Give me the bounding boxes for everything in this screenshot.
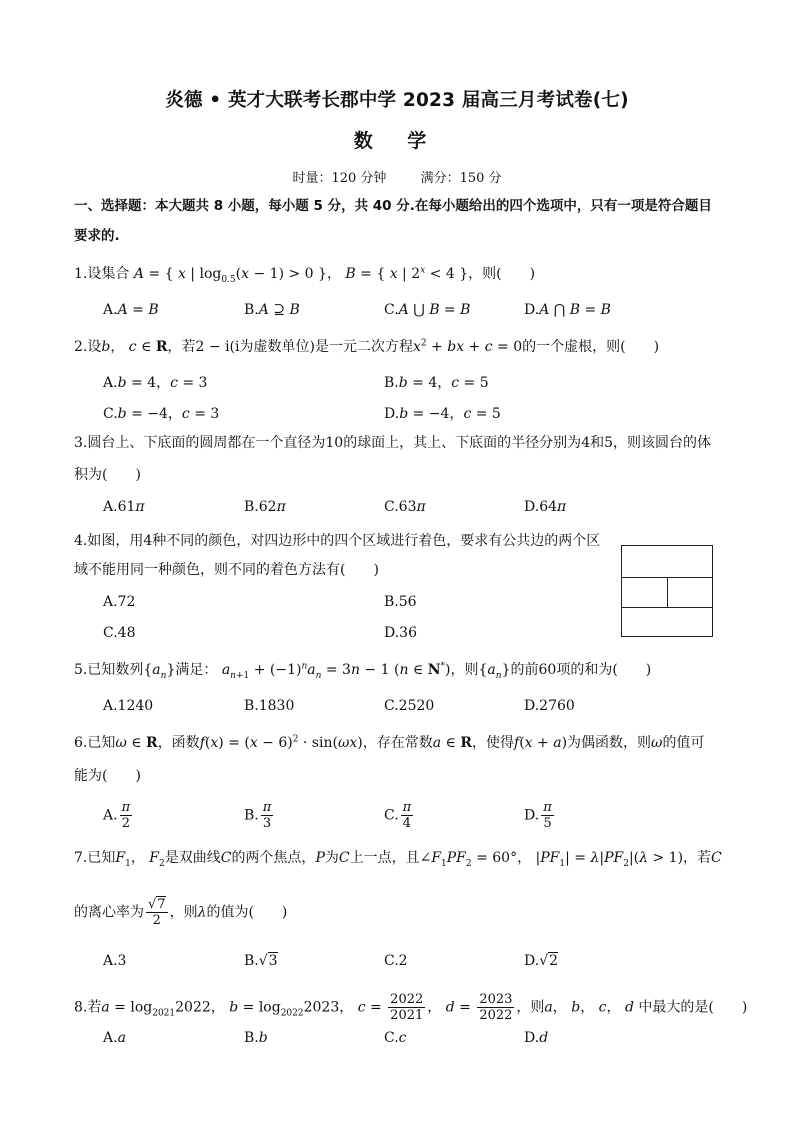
q2-option-c[interactable]: C.b = −4，c = 3 (103, 406, 220, 422)
q1-option-d[interactable]: D.A ⋂ B = B (524, 302, 611, 318)
q1-option-b[interactable]: B.A ⊇ B (244, 302, 300, 318)
q5-option-d[interactable]: D.2760 (524, 698, 575, 714)
question-6-line2: 能为( ) (74, 768, 141, 784)
question-6-line1: 6.已知ω ∈ R，函数$f(x) = (x - 6)^2 \cdot \sin(\omega x)$，存在常数a ∈ R，使得f(x + a)为偶函数，则ω的值可 (74, 734, 705, 751)
q3-option-c[interactable]: C.63π (384, 499, 426, 515)
q6-option-d[interactable]: D. $\frac{\pi}{5}$ (524, 800, 552, 831)
q4-option-c[interactable]: C.48 (103, 625, 136, 641)
q4-option-d[interactable]: D.36 (384, 625, 417, 641)
q7-option-b[interactable]: B.√3 (244, 953, 278, 969)
q8-option-d[interactable]: D.d (524, 1030, 549, 1046)
full-score: 满分：150 分 (420, 171, 502, 186)
q4-option-b[interactable]: B.56 (384, 594, 417, 610)
section-heading-line1: 一、选择题：本大题共 8 小题，每小题 5 分，共 40 分.在每小题给出的四个选项中，只有一项是符合题目 (74, 198, 712, 214)
question-5: 5.已知数列$\{a_n\}$满足： $a_{n+1} + (-1)^na_n = 3n - 1$ (n ∈ N*)，则$\{a_n\}$的前60项的和为( ) (74, 661, 652, 681)
question-7-line2: 的离心率为 $\frac{√7}{2}$ ，则λ的值为( ) (74, 897, 288, 928)
q2-option-d[interactable]: D.b = −4，c = 5 (384, 406, 501, 422)
question-7-line1: 7.已知$F_1$， $F_2$是双曲线C的两个焦点，P为C上一点，且$\angle F_1PF_2 = 60^\circ$， $|PF_1| = \lambda|PF_2|(\lambda > 1)$，若C (74, 850, 722, 869)
q3-option-d[interactable]: D.64π (524, 499, 567, 515)
section-heading-line2: 要求的. (74, 228, 120, 244)
q4-option-a[interactable]: A.72 (103, 594, 136, 610)
exam-title: 炎德 • 英才大联考长郡中学 2023 届高三月考试卷(七) (165, 90, 629, 111)
q7-option-d[interactable]: D.√2 (524, 953, 559, 969)
q6-option-a[interactable]: A. $\frac{\pi}{2}$ (103, 800, 131, 831)
q6-option-c[interactable]: C. $\frac{\pi}{4}$ (384, 800, 412, 831)
q3-option-a[interactable]: A.61π (103, 499, 145, 515)
question-4-line2: 域不能用同一种颜色，则不同的着色方法有( ) (74, 562, 379, 578)
q2-option-a[interactable]: A.b = 4，c = 3 (103, 375, 208, 391)
q7-option-c[interactable]: C.2 (384, 953, 408, 969)
q8-option-c[interactable]: C.c (384, 1030, 407, 1046)
time-limit: 时量：120 分钟 (292, 171, 387, 186)
q5-option-b[interactable]: B.1830 (244, 698, 295, 714)
question-2: 2.设b， c ∈ R，若2 − i(i为虚数单位)是一元二次方程$x^2$ + bx + c = 0的一个虚根，则( ) (74, 338, 660, 355)
question-8: 8.若$a = \log_{2021}2022$， $b = \log_{2022}2023$， c = $\frac{2022}{2021}$ ， d = $\frac{2023}{2022}$ ，则a， b， c， d 中最大的是( ) (74, 992, 748, 1023)
question-3-line1: 3.圆台上、下底面的圆周都在一个直径为10的球面上，其上、下底面的半径分别为4和5，则该圆台的体 (74, 435, 712, 451)
question-3-line2: 积为( ) (74, 467, 141, 483)
quadrilateral-region-figure (621, 545, 713, 637)
q8-option-a[interactable]: A.a (103, 1030, 126, 1046)
subject-title: 数 学 (353, 130, 441, 152)
question-1: 1.设集合 A = { x | $\log_{0.5}(x - 1) > 0$ }， B = { x | $2^x < 4$ }，则( ) (74, 265, 536, 285)
question-4-line1: 4.如图，用4种不同的颜色，对四边形中的四个区域进行着色，要求有公共边的两个区 (74, 533, 601, 549)
q3-option-b[interactable]: B.62π (244, 499, 286, 515)
q2-option-b[interactable]: B.b = 4，c = 5 (384, 375, 489, 391)
q7-option-a[interactable]: A.3 (103, 953, 127, 969)
q5-option-a[interactable]: A.1240 (103, 698, 154, 714)
exam-meta (0, 167, 794, 186)
q1-option-c[interactable]: C.A ⋃ B = B (384, 302, 471, 318)
q6-option-b[interactable]: B. $\frac{\pi}{3}$ (244, 800, 272, 831)
q8-option-b[interactable]: B.b (244, 1030, 268, 1046)
q5-option-c[interactable]: C.2520 (384, 698, 435, 714)
q1-option-a[interactable]: A.A = B (103, 302, 159, 318)
